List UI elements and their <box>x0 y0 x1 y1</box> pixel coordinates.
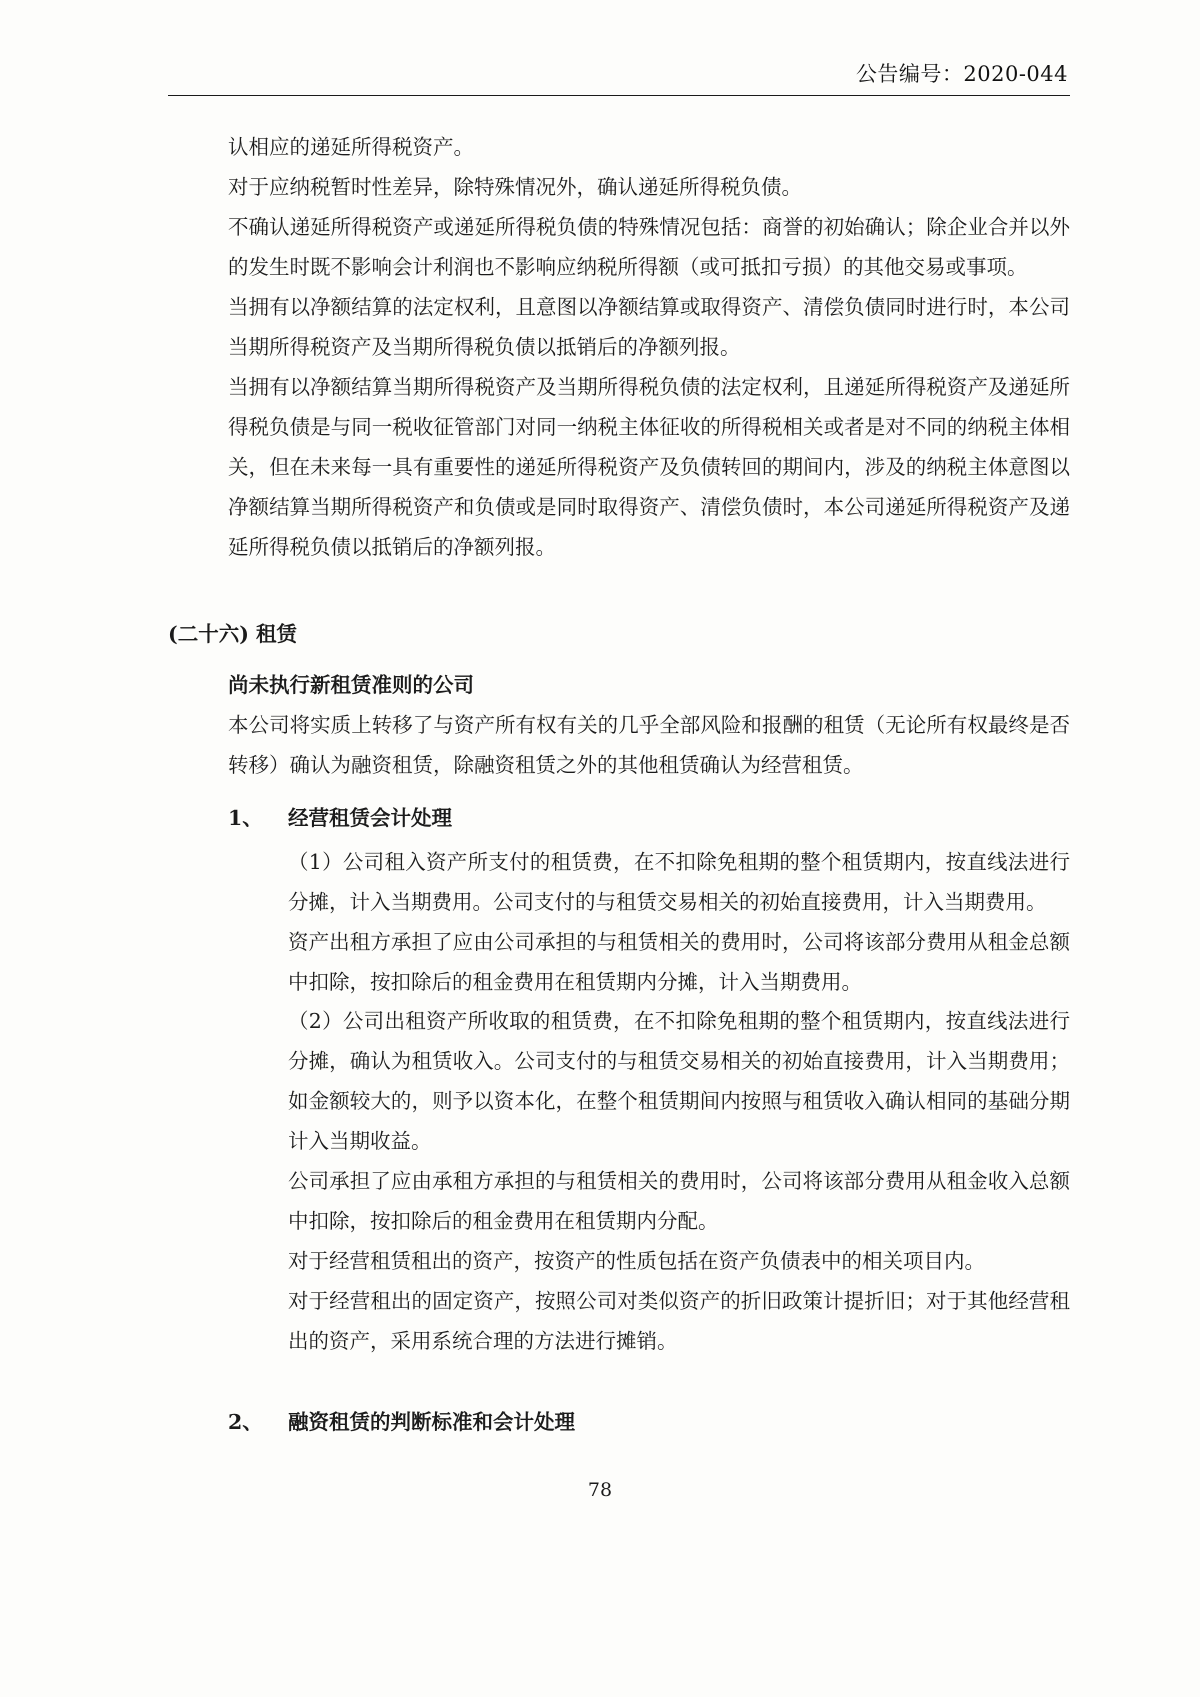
section-subheading: 尚未执行新租赁准则的公司 <box>228 672 474 697</box>
item1-paragraph-2: 资产出租方承担了应由公司承担的与租赁相关的费用时，公司将该部分费用从租金总额中扣除，按扣除后的租金费用在租赁期内分摊，计入当期费用。 <box>288 929 1070 994</box>
item1-paragraph-5: 对于经营租赁租出的资产，按资产的性质包括在资产负债表中的相关项目内。 <box>288 1249 985 1274</box>
paragraph-2: 对于应纳税暂时性差异，除特殊情况外，确认递延所得税负债。 <box>228 174 802 199</box>
announcement-number: 公告编号：2020-044 <box>855 62 1068 86</box>
list-item-2-title: 融资租赁的判断标准和会计处理 <box>288 1410 575 1435</box>
paragraph-1: 认相应的递延所得税资产。 <box>228 135 474 159</box>
item1-paragraph-6: 对于经营租出的固定资产，按照公司对类似资产的折旧政策计提折旧；对于其他经营租出的资产，采用系统合理的方法进行摊销。 <box>288 1289 1070 1354</box>
paragraph-4: 当拥有以净额结算的法定权利，且意图以净额结算或取得资产、清偿负债同时进行时，本公司当期所得税资产及当期所得税负债以抵销后的净额列报。 <box>228 294 1070 359</box>
paragraph-5: 当拥有以净额结算当期所得税资产及当期所得税负债的法定权利，且递延所得税资产及递延所得税负债是与同一税收征管部门对同一纳税主体征收的所得税相关或者是对不同的纳税主体相关，但在未来每一具有重要性的递延所得税资产及负债转回的期间内，涉及的纳税主体意图以净额结算当期所得税资产和负债或是同时取得资产、清偿负债时，本公司递延所得税资产及递延所得税负债以抵销后的净额列报。 <box>228 374 1070 559</box>
section-heading-lease: (二十六) 租赁 <box>168 621 298 646</box>
header-divider <box>168 95 1070 96</box>
page-number: 78 <box>587 1479 613 1501</box>
list-item-1-number: 1、 <box>228 805 263 830</box>
page-header <box>170 58 1068 88</box>
list-item-2-heading <box>168 1402 1070 1443</box>
section-intro-paragraph: 本公司将实质上转移了与资产所有权有关的几乎全部风险和报酬的租赁（无论所有权最终是否转移）确认为融资租赁，除融资租赁之外的其他租赁确认为经营租赁。 <box>228 712 1070 777</box>
list-item-1-title: 经营租赁会计处理 <box>288 805 452 830</box>
item1-paragraph-4: 公司承担了应由承租方承担的与租赁相关的费用时，公司将该部分费用从租金收入总额中扣除，按扣除后的租金费用在租赁期内分配。 <box>288 1169 1070 1234</box>
item1-paragraph-1: （1）公司租入资产所支付的租赁费，在不扣除免租期的整个租赁期内，按直线法进行分摊，计入当期费用。公司支付的与租赁交易相关的初始直接费用，计入当期费用。 <box>288 849 1070 914</box>
paragraph-3: 不确认递延所得税资产或递延所得税负债的特殊情况包括：商誉的初始确认；除企业合并以外的发生时既不影响会计利润也不影响应纳税所得额（或可抵扣亏损）的其他交易或事项。 <box>228 214 1070 279</box>
item1-paragraph-3: （2）公司出租资产所收取的租赁费，在不扣除免租期的整个租赁期内，按直线法进行分摊，确认为租赁收入。公司支付的与租赁交易相关的初始直接费用，计入当期费用；如金额较大的，则予以资本化，在整个租赁期间内按照与租赁收入确认相同的基础分期计入当期收益。 <box>288 1009 1070 1154</box>
list-item-2-number: 2、 <box>228 1410 263 1435</box>
list-item-1-heading <box>168 798 1070 839</box>
page-content <box>168 128 1070 1443</box>
